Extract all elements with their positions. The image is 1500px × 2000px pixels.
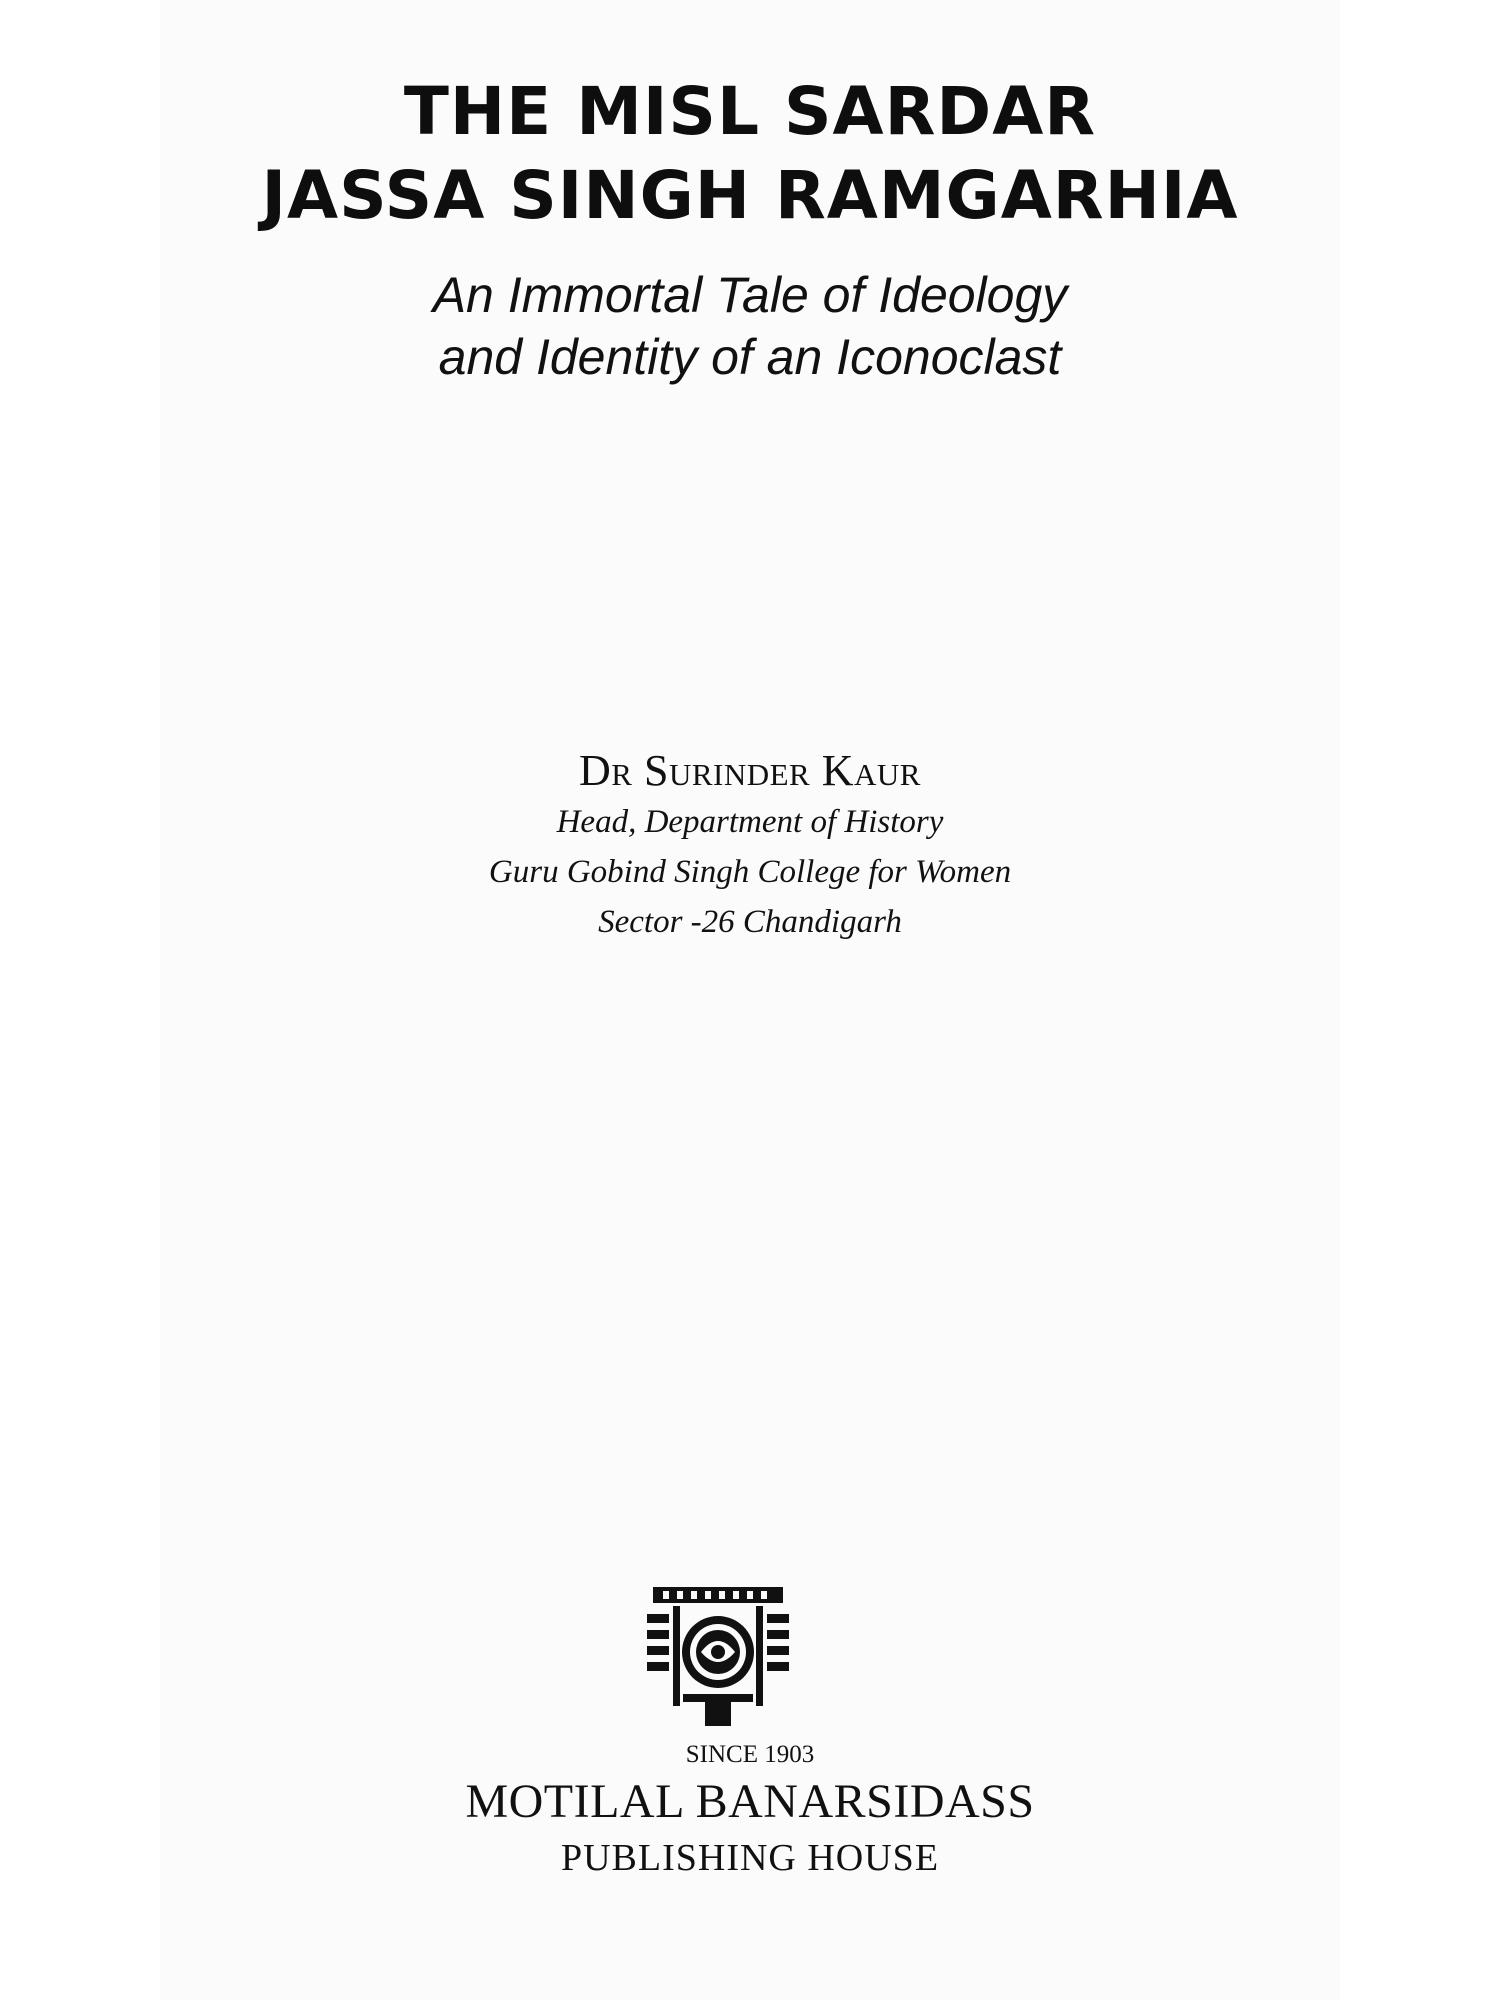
book-subtitle (0, 264, 1500, 388)
book-title-line-1: THE MISL SARDAR (403, 73, 1097, 150)
publisher-house: PUBLISHING HOUSE (560, 1837, 940, 1879)
publisher-name: MOTILAL BANARSIDASS (465, 1775, 1035, 1828)
publisher-block (0, 1738, 1500, 1884)
author-name: Dr Surinder Kaur (579, 746, 921, 795)
publisher-emblem-icon (643, 1582, 793, 1732)
book-subtitle-line-2: and Identity of an Iconoclast (438, 329, 1062, 385)
author-block (0, 745, 1500, 947)
author-affiliation-location: Sector -26 Chandigarh (598, 904, 902, 940)
book-subtitle-line-1: An Immortal Tale of Ideology (432, 267, 1068, 323)
book-title-line-2: JASSA SINGH RAMGARHIA (261, 157, 1239, 234)
author-affiliation-college: Guru Gobind Singh College for Women (488, 854, 1012, 890)
author-affiliation-department: Head, Department of History (556, 804, 944, 840)
publisher-since: SINCE 1903 (685, 1741, 815, 1768)
book-title (0, 70, 1500, 238)
